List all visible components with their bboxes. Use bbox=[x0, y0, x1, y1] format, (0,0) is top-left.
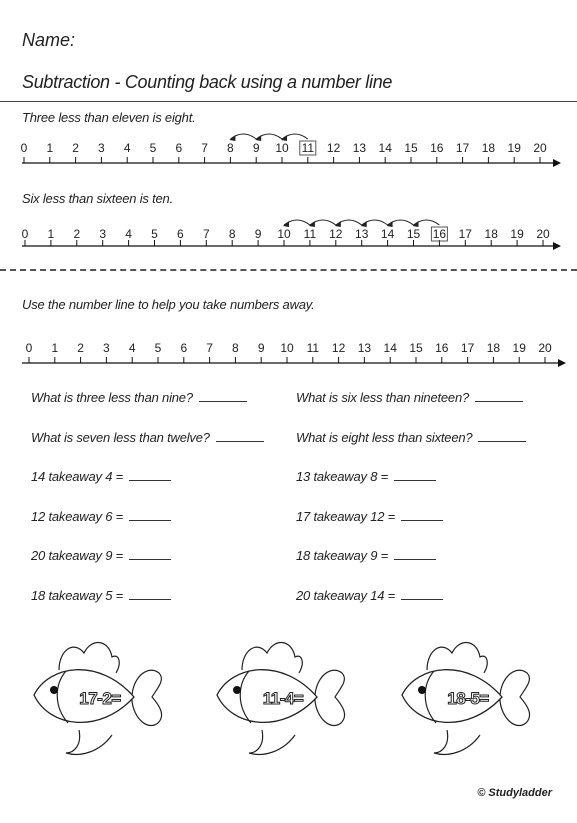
tick-label: 15 bbox=[409, 341, 423, 355]
arrow-head-icon bbox=[553, 242, 561, 250]
tick-label: 6 bbox=[177, 227, 184, 241]
question-text: 18 takeaway 9 = bbox=[296, 548, 389, 563]
question-text: 18 takeaway 5 = bbox=[31, 588, 124, 603]
tick-label: 18 bbox=[486, 341, 501, 355]
tick-label: 2 bbox=[77, 341, 84, 355]
page-title: Subtraction - Counting back using a number line bbox=[22, 72, 393, 92]
fish-eye-icon bbox=[418, 686, 426, 694]
practice-number-line bbox=[0, 337, 577, 371]
question-row bbox=[296, 390, 523, 405]
fish-eye-icon bbox=[50, 686, 58, 694]
question-text: 13 takeaway 8 = bbox=[296, 469, 389, 484]
answer-blank[interactable] bbox=[129, 549, 171, 560]
tick-label: 20 bbox=[536, 227, 550, 241]
tick-label: 1 bbox=[46, 141, 54, 155]
question-row bbox=[296, 509, 443, 524]
hop-arrow-icon bbox=[283, 221, 289, 227]
answer-blank[interactable] bbox=[129, 589, 171, 600]
tick-label: 6 bbox=[175, 141, 183, 155]
tick-label: 16 bbox=[430, 141, 444, 155]
tick-label: 19 bbox=[507, 141, 521, 155]
answer-blank[interactable] bbox=[401, 589, 443, 600]
question-text: 14 takeaway 4 = bbox=[31, 469, 124, 484]
hop-arrow-icon bbox=[413, 221, 419, 227]
tick-label: 16 bbox=[435, 341, 449, 355]
fish-equation: 18-5= bbox=[447, 689, 489, 708]
tick-label: 11 bbox=[301, 141, 315, 155]
tick-label: 13 bbox=[352, 141, 367, 155]
tick-label: 15 bbox=[406, 227, 421, 241]
tick-label: 0 bbox=[25, 341, 33, 355]
tick-label: 11 bbox=[303, 227, 317, 241]
tick-label: 14 bbox=[380, 227, 395, 241]
question-row bbox=[31, 469, 171, 484]
tick-label: 5 bbox=[149, 141, 157, 155]
answer-blank[interactable] bbox=[199, 391, 247, 402]
question-text: 20 takeaway 14 = bbox=[296, 588, 396, 603]
question-row bbox=[31, 588, 171, 603]
tick-label: 12 bbox=[331, 341, 346, 355]
example-1-sentence: Three less than eleven is eight. bbox=[22, 110, 196, 125]
tick-label: 18 bbox=[481, 141, 496, 155]
tick-label: 4 bbox=[128, 341, 136, 355]
answer-blank[interactable] bbox=[216, 431, 264, 442]
answer-blank[interactable] bbox=[129, 470, 171, 481]
hop-arrow-icon bbox=[229, 135, 235, 141]
tick-label: 17 bbox=[458, 227, 472, 241]
fish-equation: 17-2= bbox=[79, 689, 121, 708]
fish-equation: 11-4= bbox=[262, 689, 304, 708]
tick-label: 8 bbox=[227, 141, 234, 155]
example-2-number-line bbox=[0, 208, 577, 258]
answer-blank[interactable] bbox=[129, 510, 171, 521]
tick-label: 13 bbox=[355, 227, 369, 241]
tick-label: 1 bbox=[47, 227, 55, 241]
tick-label: 10 bbox=[280, 341, 294, 355]
question-row bbox=[296, 548, 436, 563]
tick-label: 18 bbox=[484, 227, 498, 241]
question-row bbox=[31, 509, 171, 524]
tick-label: 13 bbox=[357, 341, 372, 355]
fish-problem bbox=[24, 635, 169, 760]
tick-label: 0 bbox=[20, 141, 28, 155]
fish-eye-icon bbox=[233, 686, 241, 694]
name-label: Name: bbox=[22, 30, 76, 50]
section-divider bbox=[0, 269, 577, 271]
fish-problem bbox=[207, 635, 352, 760]
tick-label: 14 bbox=[378, 141, 392, 155]
tick-label: 15 bbox=[404, 141, 418, 155]
tick-label: 0 bbox=[21, 227, 29, 241]
question-text: 17 takeaway 12 = bbox=[296, 509, 396, 524]
tick-label: 11 bbox=[306, 341, 320, 355]
question-text: What is eight less than sixteen? bbox=[296, 430, 473, 445]
answer-blank[interactable] bbox=[475, 391, 523, 402]
tick-label: 19 bbox=[510, 227, 524, 241]
hop-arrow-icon bbox=[387, 221, 393, 227]
tick-label: 17 bbox=[455, 141, 470, 155]
question-text: What is seven less than twelve? bbox=[31, 430, 210, 445]
copyright-footer: © Studyladder bbox=[477, 787, 552, 799]
tick-label: 2 bbox=[73, 227, 81, 241]
tick-label: 9 bbox=[254, 227, 262, 241]
tick-label: 3 bbox=[98, 141, 105, 155]
tick-label: 6 bbox=[180, 341, 188, 355]
question-text: What is three less than nine? bbox=[31, 390, 193, 405]
title-divider bbox=[0, 101, 577, 102]
hop-arrow-icon bbox=[361, 221, 367, 227]
tick-label: 10 bbox=[277, 227, 291, 241]
answer-blank[interactable] bbox=[401, 510, 443, 521]
answer-blank[interactable] bbox=[478, 431, 526, 442]
example-2-sentence: Six less than sixteen is ten. bbox=[22, 191, 173, 206]
tick-label: 9 bbox=[252, 141, 260, 155]
tick-label: 3 bbox=[103, 341, 110, 355]
tick-label: 1 bbox=[51, 341, 59, 355]
tick-label: 7 bbox=[202, 227, 210, 241]
hop-arrow-icon bbox=[281, 135, 287, 141]
tick-label: 20 bbox=[533, 141, 547, 155]
instruction-text: Use the number line to help you take numbers away. bbox=[22, 297, 315, 312]
tick-label: 7 bbox=[201, 141, 208, 155]
tick-label: 7 bbox=[206, 341, 213, 355]
tick-label: 4 bbox=[125, 227, 132, 241]
question-text: 12 takeaway 6 = bbox=[31, 509, 124, 524]
hop-arrow-icon bbox=[335, 221, 341, 227]
question-text: 20 takeaway 9 = bbox=[31, 548, 124, 563]
tick-label: 2 bbox=[72, 141, 79, 155]
tick-label: 17 bbox=[460, 341, 475, 355]
tick-label: 19 bbox=[512, 341, 526, 355]
tick-label: 20 bbox=[538, 341, 552, 355]
tick-label: 4 bbox=[123, 141, 131, 155]
tick-label: 12 bbox=[326, 141, 341, 155]
tick-label: 8 bbox=[232, 341, 239, 355]
answer-blank[interactable] bbox=[394, 470, 436, 481]
tick-label: 5 bbox=[151, 227, 158, 241]
question-row bbox=[31, 430, 264, 445]
example-1-number-line bbox=[0, 126, 577, 176]
tick-label: 16 bbox=[432, 227, 447, 241]
fish-problem bbox=[392, 635, 537, 760]
hop-arrow-icon bbox=[255, 135, 261, 141]
tick-label: 9 bbox=[257, 341, 265, 355]
tick-label: 14 bbox=[383, 341, 397, 355]
tick-label: 10 bbox=[275, 141, 289, 155]
question-row bbox=[31, 390, 247, 405]
question-row bbox=[296, 469, 436, 484]
question-row bbox=[296, 430, 526, 445]
tick-label: 12 bbox=[329, 227, 343, 241]
answer-blank[interactable] bbox=[394, 549, 436, 560]
tick-label: 8 bbox=[228, 227, 236, 241]
tick-label: 3 bbox=[99, 227, 107, 241]
hop-arrow-icon bbox=[309, 221, 315, 227]
question-text: What is six less than nineteen? bbox=[296, 390, 470, 405]
tick-label: 5 bbox=[154, 341, 162, 355]
arrow-head-icon bbox=[558, 359, 566, 367]
question-row bbox=[31, 548, 171, 563]
question-row bbox=[296, 588, 443, 603]
arrow-head-icon bbox=[553, 159, 561, 167]
